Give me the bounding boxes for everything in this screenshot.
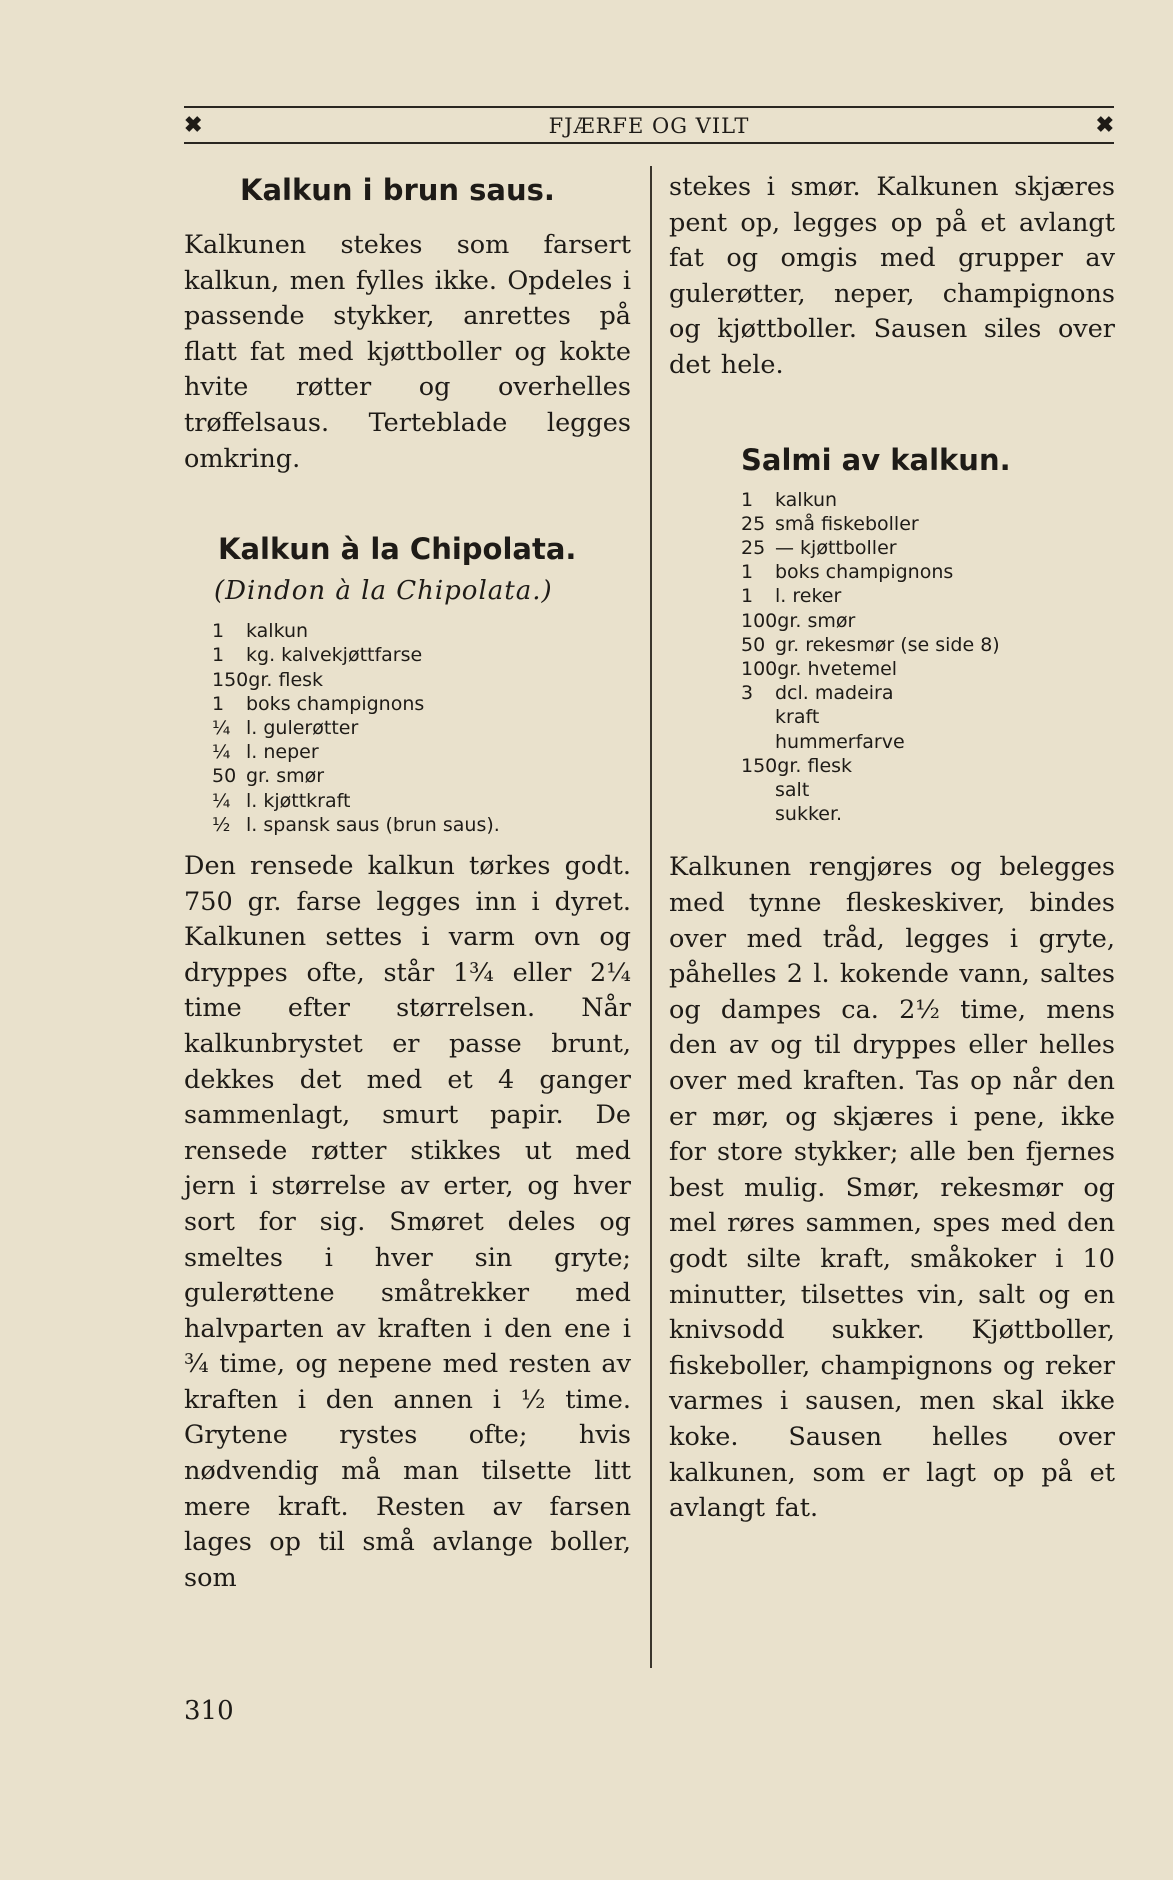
- ingredient-quantity: 150: [741, 754, 778, 777]
- ingredient-text: gr. smør: [777, 609, 856, 632]
- ingredient-text: kraft: [775, 706, 820, 729]
- ingredient-item: [741, 657, 1115, 681]
- ingredient-quantity: 25: [741, 512, 766, 535]
- ingredient-text: små fiskeboller: [775, 512, 919, 535]
- ingredient-text: l. spansk saus (brun saus).: [246, 813, 500, 836]
- running-header: [184, 105, 1114, 145]
- ingredient-item: [212, 789, 631, 813]
- ingredient-item: [741, 584, 1115, 608]
- ingredient-quantity: 1: [212, 644, 225, 667]
- ingredient-item: [741, 488, 1115, 512]
- ingredient-quantity: 1: [741, 561, 754, 584]
- ingredient-text: gr. hvetemel: [777, 657, 898, 680]
- recipe-text-brun-saus: Kalkunen stekes som farsert kalkun, men fylles ikke. Opdeles i passende stykker, anrettes på flatt fat med kjøttboller og kokte hvite røtter og overhelles trøffelsaus. Terteblade legges omkring.: [184, 230, 631, 474]
- ingredient-list-salmi: [669, 488, 1115, 827]
- ingredient-text: gr. smør: [246, 765, 325, 788]
- ornament-right: ✖: [1095, 112, 1114, 138]
- ingredient-item: [212, 813, 631, 837]
- ingredient-item: [741, 730, 1115, 754]
- ingredient-item: [212, 668, 631, 692]
- ingredient-item: [741, 536, 1115, 560]
- ingredient-item: [212, 619, 631, 643]
- ingredient-list-chipolata: [184, 619, 631, 837]
- header-title: FJÆRFE OG VILT: [548, 114, 750, 138]
- ingredient-quantity: 1: [212, 692, 225, 715]
- ingredient-item: [212, 643, 631, 667]
- ingredient-item: [741, 609, 1115, 633]
- ingredient-text: boks champignons: [246, 692, 425, 715]
- ingredient-item: [212, 764, 631, 788]
- recipe-title-chipolata: Kalkun à la Chipolata.: [218, 532, 577, 567]
- ingredient-text: gr. rekesmør (se side 8): [775, 633, 1000, 656]
- ingredient-quantity: ¼: [212, 716, 231, 739]
- ingredient-item: [741, 633, 1115, 657]
- ingredient-text: kalkun: [246, 620, 309, 643]
- ornament-left: ✖: [184, 112, 203, 138]
- recipe-text-chipolata-continued: stekes i smør. Kalkunen skjæres pent op, legges op på et avlangt fat og omgis med grupper av gulerøtter, neper, champignons og kjøttboller. Sausen siles over det hele.: [669, 172, 1115, 380]
- ingredient-quantity: 100: [741, 609, 778, 632]
- right-column: [669, 170, 1115, 1527]
- page-number: 310: [184, 1696, 234, 1726]
- recipe-subtitle-chipolata: (Dindon à la Chipolata.): [214, 576, 553, 607]
- ingredient-text: dcl. madeira: [775, 682, 894, 705]
- recipe-title-brun-saus: Kalkun i brun saus.: [240, 173, 555, 207]
- ingredient-text: — kjøttboller: [775, 536, 897, 559]
- ingredient-text: l. gulerøtter: [246, 716, 359, 739]
- ingredient-item: [741, 802, 1115, 826]
- ingredient-quantity: 50: [741, 633, 766, 656]
- ingredient-quantity: ¼: [212, 741, 231, 764]
- ingredient-quantity: ¼: [212, 789, 231, 812]
- ingredient-item: [741, 560, 1115, 584]
- recipe-text-salmi: Kalkunen rengjøres og belegges med tynne fleskeskiver, bindes over med tråd, legges i gryte, påhelles 2 l. kokende vann, saltes og dampes ca. 2½ time, mens den av og til dryppes eller helles over med kraften. Tas op når den er mør, og skjæres i pene, ikke for store stykker; alle ben fjernes best mulig. Smør, rekesmør og mel røres sammen, spes med den godt silte kraft, småkoker i 10 minutter, tilsettes vin, salt og en knivsodd sukker. Kjøttboller, fiskeboller, champignons og reker varmes i sausen, men skal ikke koke. Sausen helles over kalkunen, som er lagt op på et avlangt fat.: [669, 852, 1115, 1524]
- header-rule-top: [184, 106, 1114, 108]
- ingredient-item: [741, 754, 1115, 778]
- ingredient-text: kg. kalvekjøttfarse: [246, 644, 423, 667]
- ingredient-quantity: 25: [741, 536, 766, 559]
- ingredient-text: hummerfarve: [775, 730, 905, 753]
- ingredient-quantity: 50: [212, 765, 237, 788]
- recipe-text-chipolata: Den rensede kalkun tørkes godt. 750 gr. farse legges inn i dyret. Kalkunen settes i varm ovn og dryppes ofte, står 1¾ eller 2¼ time efter størrelsen. Når kalkunbrystet er passe brunt, dekkes det med et 4 ganger sammenlagt, smurt papir. De rensede røtter stikkes ut med jern i størrelse av erter, og hver sort for sig. Smøret deles og smeltes i hver sin gryte; gulerøttene småtrekker med halvparten av kraften i den ene i ¾ time, og nepene med resten av kraften i den annen i ½ time. Grytene rystes ofte; hvis nødvendig må man tilsette litt mere kraft. Resten av farsen lages op til små avlange boller, som: [184, 850, 631, 1593]
- ingredient-text: boks champignons: [775, 561, 954, 584]
- ingredient-text: gr. flesk: [248, 668, 324, 691]
- ingredient-text: l. neper: [246, 741, 319, 764]
- ingredient-item: [212, 716, 631, 740]
- ingredient-item: [741, 681, 1115, 705]
- ingredient-quantity: 1: [741, 488, 754, 511]
- ingredient-quantity: ½: [212, 813, 231, 836]
- ingredient-quantity: 100: [741, 657, 778, 680]
- ingredient-item: [212, 692, 631, 716]
- ingredient-text: salt: [775, 779, 810, 801]
- ingredient-quantity: 150: [212, 668, 249, 691]
- ingredient-text: sukker.: [775, 803, 843, 826]
- ingredient-quantity: 3: [741, 682, 754, 705]
- left-column: [184, 170, 631, 1596]
- ingredient-quantity: 1: [212, 620, 225, 643]
- ingredient-text: gr. flesk: [777, 754, 853, 777]
- recipe-title-salmi: Salmi av kalkun.: [741, 442, 1011, 477]
- ingredient-text: l. kjøttkraft: [246, 789, 351, 812]
- ingredient-quantity: 1: [741, 585, 754, 608]
- ingredient-item: [741, 778, 1115, 802]
- ingredient-text: l. reker: [775, 585, 842, 608]
- header-rule-bottom: [184, 142, 1114, 144]
- ingredient-item: [741, 705, 1115, 729]
- ingredient-text: kalkun: [775, 488, 838, 511]
- column-divider: [650, 166, 652, 1668]
- ingredient-item: [212, 740, 631, 764]
- ingredient-item: [741, 512, 1115, 536]
